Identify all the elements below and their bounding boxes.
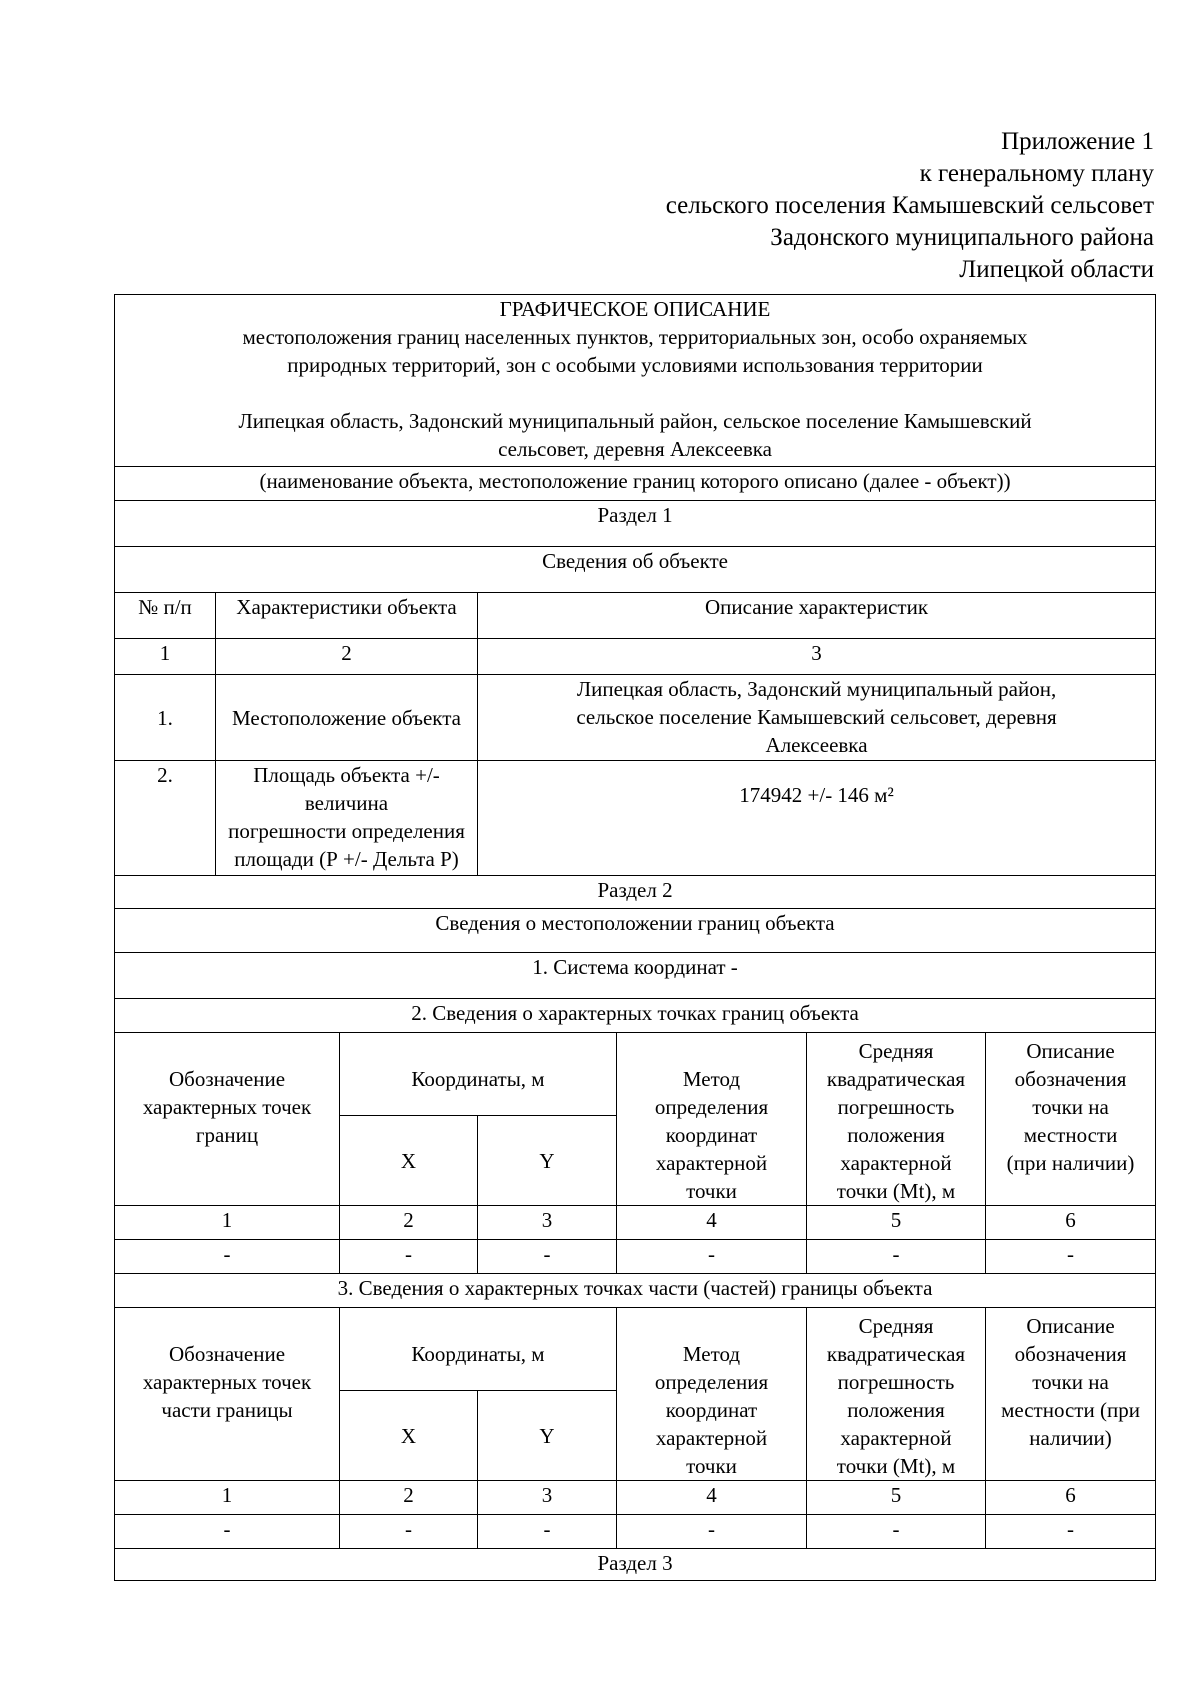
document-title-block [115, 295, 1156, 467]
col-number: 4 [617, 1481, 807, 1515]
col-header-description: Описание характеристик [478, 593, 1156, 639]
graphic-description-table [114, 294, 1156, 1581]
characteristic-line: погрешности определения [228, 819, 465, 843]
description-line: Алексеевка [765, 733, 868, 757]
header-line: Задонского муниципального района [770, 224, 1154, 251]
section2-subtitle: Сведения о местоположении границ объекта [115, 909, 1156, 953]
table-cell: - [617, 1515, 807, 1549]
parts-header-coordinates: Координаты, м [340, 1308, 617, 1391]
characteristic-line: величина [304, 791, 389, 815]
object-caption: (наименование объекта, местоположение границ которого описано (далее - объект)) [115, 467, 1156, 501]
col-number: 2 [216, 639, 478, 675]
table-cell: - [807, 1515, 986, 1549]
header-line: к генеральному плану [919, 160, 1154, 187]
title-line: природных территорий, зон с особыми условиями использования территории [287, 353, 983, 377]
parts-header-description: Описание обозначения точки на местности (при наличии) [986, 1308, 1156, 1481]
section2-title: Раздел 2 [115, 876, 1156, 909]
section3-title: Раздел 3 [115, 1549, 1156, 1581]
row-characteristic: Местоположение объекта [216, 675, 478, 761]
characteristic-line: площади (Р +/- Дельта Р) [234, 847, 459, 871]
col-number: 3 [478, 1481, 617, 1515]
table-cell: - [478, 1240, 617, 1274]
table-cell: - [115, 1240, 340, 1274]
coordinate-system: 1. Система координат - [115, 953, 1156, 999]
col-header-characteristics: Характеристики объекта [216, 593, 478, 639]
points-header-y: Y [478, 1116, 617, 1206]
parts-title: 3. Сведения о характерных точках части (частей) границы объекта [115, 1274, 1156, 1308]
points-header-accuracy: Средняя квадратическая погрешность положения характерной точки (Mt), м [807, 1033, 986, 1206]
section1-subtitle: Сведения об объекте [115, 547, 1156, 593]
row-number: 1. [115, 675, 216, 761]
col-number: 4 [617, 1206, 807, 1240]
col-number: 2 [340, 1481, 478, 1515]
table-cell: - [115, 1515, 340, 1549]
description-line: Липецкая область, Задонский муниципальный район, [576, 677, 1057, 701]
parts-header-x: X [340, 1391, 478, 1481]
col-number: 1 [115, 1481, 340, 1515]
object-name-line: Липецкая область, Задонский муниципальный район, сельское поселение Камышевский [238, 409, 1032, 433]
table-cell: - [617, 1240, 807, 1274]
header-line: сельского поселения Камышевский сельсовет [665, 192, 1154, 219]
col-number: 6 [986, 1206, 1156, 1240]
row-description [478, 675, 1156, 761]
row-characteristic [216, 761, 478, 876]
points-title: 2. Сведения о характерных точках границ объекта [115, 999, 1156, 1033]
table-cell: - [340, 1240, 478, 1274]
parts-header-accuracy: Средняя квадратическая погрешность положения характерной точки (Mt), м [807, 1308, 986, 1481]
title-line: местоположения границ населенных пунктов, территориальных зон, особо охраняемых [242, 325, 1028, 349]
characteristic-line: Площадь объекта +/- [253, 763, 440, 787]
col-number: 1 [115, 639, 216, 675]
col-header-number: № п/п [115, 593, 216, 639]
col-number: 5 [807, 1481, 986, 1515]
col-number: 3 [478, 639, 1156, 675]
points-header-coordinates: Координаты, м [340, 1033, 617, 1116]
parts-header-designation: Обозначение характерных точек части границы [115, 1308, 340, 1481]
points-header-method: Метод определения координат характерной точки [617, 1033, 807, 1206]
section1-title: Раздел 1 [115, 501, 1156, 547]
header-line: Приложение 1 [1001, 128, 1154, 155]
points-header-x: X [340, 1116, 478, 1206]
row-number: 2. [115, 761, 216, 876]
table-cell: - [986, 1515, 1156, 1549]
parts-header-method: Метод определения координат характерной точки [617, 1308, 807, 1481]
table-cell: - [986, 1240, 1156, 1274]
col-number: 1 [115, 1206, 340, 1240]
table-cell: - [807, 1240, 986, 1274]
area-value: 174942 +/- 146 м² [478, 761, 1156, 876]
points-header-description: Описание обозначения точки на местности (при наличии) [986, 1033, 1156, 1206]
col-number: 3 [478, 1206, 617, 1240]
parts-header-y: Y [478, 1391, 617, 1481]
appendix-header [666, 126, 1154, 286]
col-number: 6 [986, 1481, 1156, 1515]
points-header-designation: Обозначение характерных точек границ [115, 1033, 340, 1206]
description-line: сельское поселение Камышевский сельсовет, деревня [576, 705, 1057, 729]
table-cell: - [478, 1515, 617, 1549]
document-title: ГРАФИЧЕСКОЕ ОПИСАНИЕ [499, 297, 771, 321]
object-name-line: сельсовет, деревня Алексеевка [498, 437, 772, 461]
col-number: 5 [807, 1206, 986, 1240]
header-line: Липецкой области [959, 256, 1154, 283]
col-number: 2 [340, 1206, 478, 1240]
table-cell: - [340, 1515, 478, 1549]
